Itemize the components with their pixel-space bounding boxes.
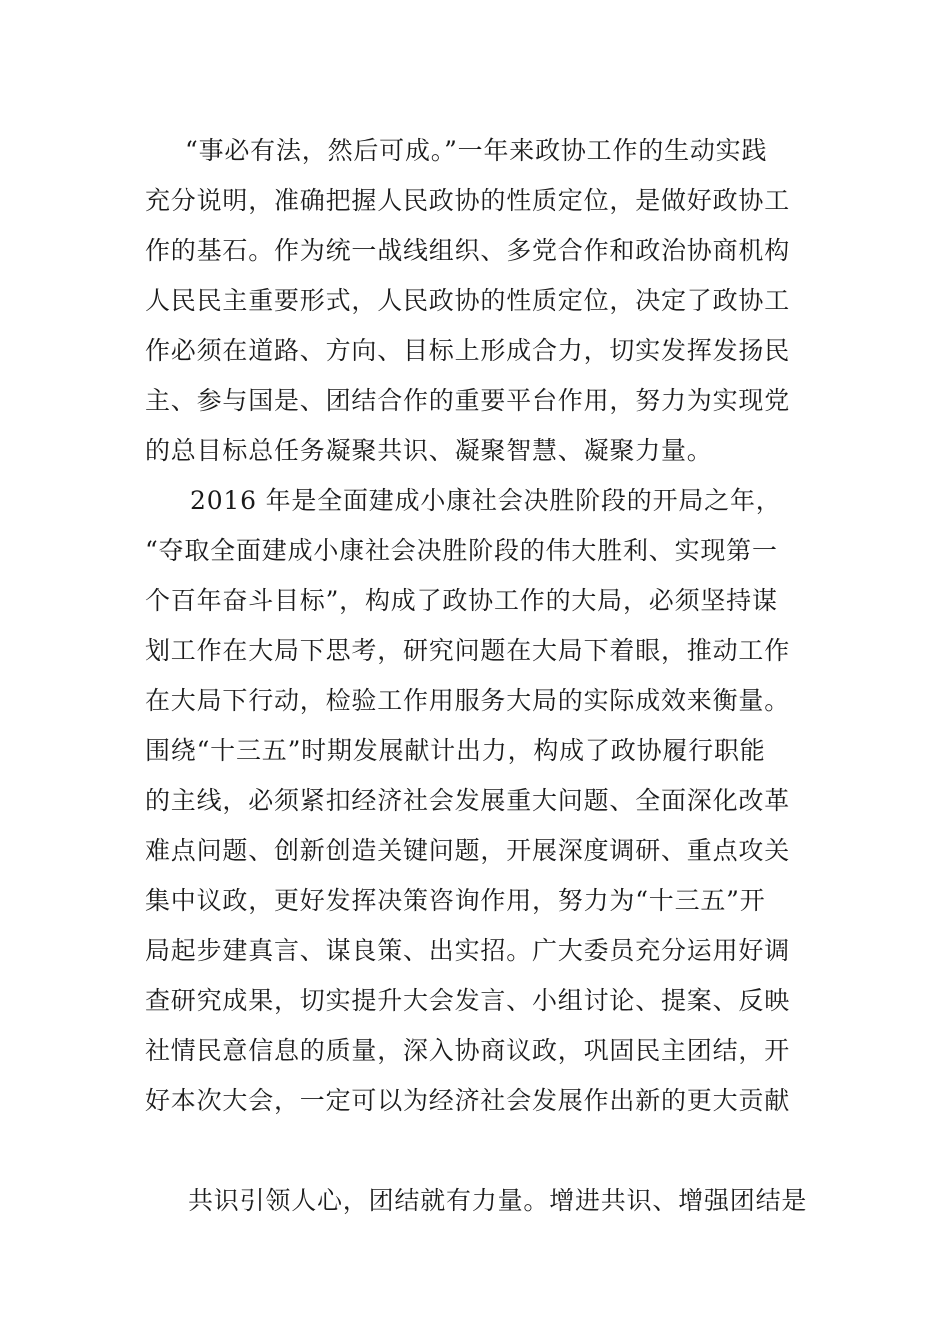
text-line: 划工作在大局下思考，研究问题在大局下着眼，推动工作 <box>145 636 791 665</box>
text-line: 好本次大会，一定可以为经济社会发展作出新的更大贡献 <box>145 1086 791 1115</box>
text-line: 查研究成果，切实提升大会发言、小组讨论、提案、反映 <box>145 986 791 1015</box>
text-line: “事必有法，然后可成。”一年来政协工作的生动实践 <box>185 136 768 165</box>
text-line: 的主线，必须紧扣经济社会发展重大问题、全面深化改革 <box>145 786 791 815</box>
text-line: 局起步建真言、谋良策、出实招。广大委员充分运用好调 <box>145 936 791 965</box>
text-line: 在大局下行动，检验工作用服务大局的实际成效来衡量。 <box>145 686 791 715</box>
text-line: 2016 年是全面建成小康社会决胜阶段的开局之年， <box>190 486 782 515</box>
text-line: 的总目标总任务凝聚共识、凝聚智慧、凝聚力量。 <box>145 436 713 465</box>
text-line: 共识引领人心，团结就有力量。增进共识、增强团结是 <box>188 1186 808 1215</box>
text-line: 充分说明，准确把握人民政协的性质定位，是做好政协工 <box>145 186 791 215</box>
text-line: 作的基石。作为统一战线组织、多党合作和政治协商机构 <box>145 236 791 265</box>
text-line: 人民民主重要形式，人民政协的性质定位，决定了政协工 <box>145 286 791 315</box>
text-line: 个百年奋斗目标”，构成了政协工作的大局，必须坚持谋 <box>145 586 778 615</box>
text-line: 集中议政，更好发挥决策咨询作用，努力为“十三五”开 <box>145 886 766 915</box>
text-line: 难点问题、创新创造关键问题，开展深度调研、重点攻关 <box>145 836 791 865</box>
text-line: 围绕“十三五”时期发展献计出力，构成了政协履行职能 <box>145 736 766 765</box>
text-line: “夺取全面建成小康社会决胜阶段的伟大胜利、实现第一 <box>145 536 778 565</box>
text-line: 社情民意信息的质量，深入协商议政，巩固民主团结，开 <box>145 1036 791 1065</box>
text-line: 作必须在道路、方向、目标上形成合力，切实发挥发扬民 <box>145 336 791 365</box>
text-line: 主、参与国是、团结合作的重要平台作用，努力为实现党 <box>145 386 791 415</box>
